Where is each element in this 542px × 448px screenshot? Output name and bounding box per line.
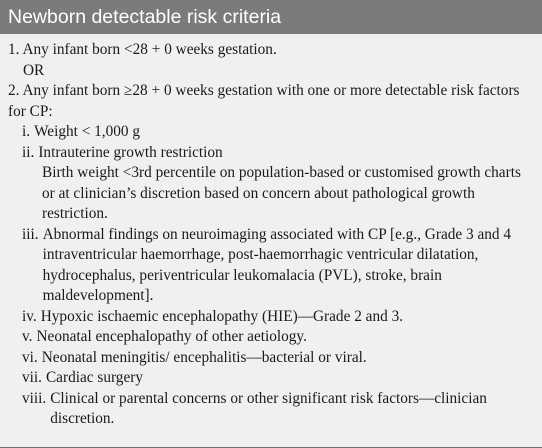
risk-factor-text: Clinical or parental concerns or other significant risk factors—clinician <box>50 389 487 407</box>
risk-factor-number: iv. <box>22 307 37 325</box>
risk-factor-text: hydrocephalus, periventricular leukomalacia (PVL), stroke, brain <box>42 266 442 284</box>
criterion-1: 1. Any infant born <28 + 0 weeks gestation. <box>8 41 277 58</box>
risk-factor-ii-detail <box>22 163 542 225</box>
risk-factor-number: viii. <box>22 389 47 407</box>
risk-factor-vi <box>22 348 542 369</box>
risk-factor-text: maldevelopment]. <box>42 287 154 304</box>
criteria-list <box>0 34 542 430</box>
risk-factor-iv <box>22 307 542 328</box>
risk-factor-text: Neonatal meningitis/ encephalitis—bacterial or viral. <box>41 348 367 366</box>
risk-factor-text: Weight < 1,000 g <box>34 123 141 140</box>
risk-factor-text: intraventricular haemorrhage, post-haemorrhagic ventricular dilatation, <box>42 246 479 263</box>
risk-factor-text: Hypoxic ischaemic encephalopathy (HIE)—Grade 2 and 3. <box>40 307 404 325</box>
risk-factor-number: i. <box>22 123 31 140</box>
risk-factor-number: vi. <box>22 348 38 366</box>
risk-factor-ii <box>22 143 542 164</box>
risk-factor-text: Intrauterine growth restriction <box>38 143 223 161</box>
risk-factor-number: ii. <box>22 143 35 161</box>
risk-factor-text: Abnormal findings on neuroimaging associated with CP [e.g., Grade 3 and 4 <box>42 225 512 243</box>
risk-factor-detail-text: restriction. <box>42 205 108 222</box>
risk-factor-text: Cardiac surgery <box>45 369 143 386</box>
risk-factor-text: Neonatal encephalopathy of other aetiology. <box>36 328 307 345</box>
table-title: Newborn detectable risk criteria <box>0 0 542 34</box>
risk-factor-iii <box>22 225 542 307</box>
criterion-2-line-2: for CP: <box>8 102 53 120</box>
risk-factor-number: v. <box>22 328 33 345</box>
risk-factor-detail-text: Birth weight <3rd percentile on population-based or customised growth charts <box>42 164 521 181</box>
risk-factor-number: vii. <box>22 369 42 386</box>
risk-factor-vii <box>22 368 542 389</box>
or-label: OR <box>23 61 45 79</box>
risk-factor-text: discretion. <box>50 410 115 427</box>
criterion-2-line-1: 2. Any infant born ≥28 + 0 weeks gestation with one or more detectable risk factors <box>8 82 520 99</box>
risk-factor-i <box>22 122 542 143</box>
risk-factor-viii <box>22 389 542 430</box>
risk-factor-v <box>22 327 542 348</box>
risk-factor-detail-text: or at clinician’s discretion based on concern about pathological growth <box>42 184 475 202</box>
risk-factor-list <box>0 122 542 430</box>
risk-factor-number: iii. <box>22 225 39 243</box>
